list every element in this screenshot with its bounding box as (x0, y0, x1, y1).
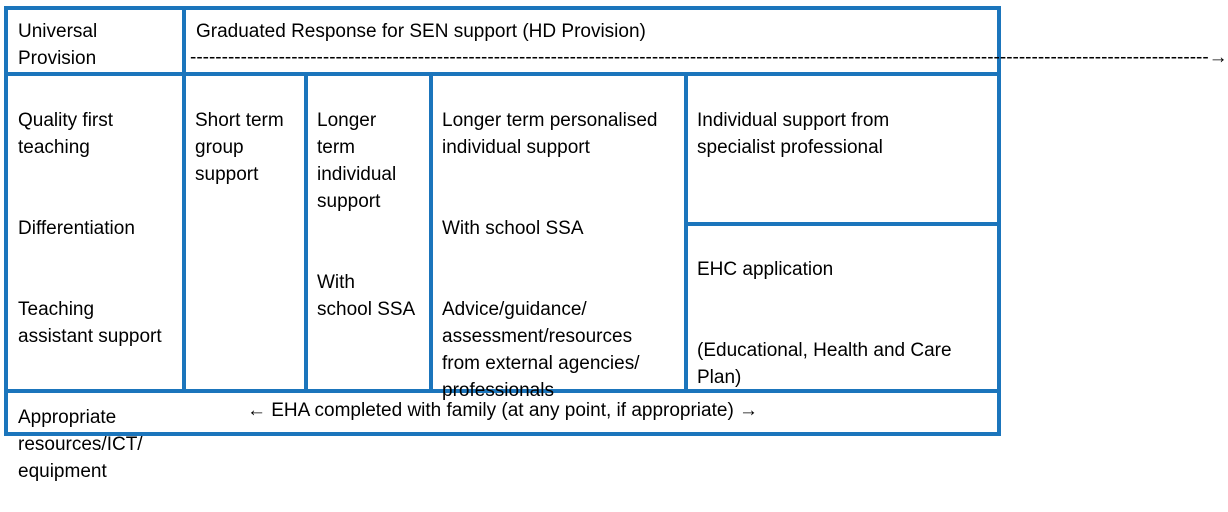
longer-term-individual-support: Longer term individual support (317, 110, 397, 212)
universal-provision-heading: Universal Provision (18, 21, 98, 69)
column-divider-3 (429, 72, 433, 391)
header-column-divider (182, 6, 186, 74)
short-term-group-support: Short term group support (195, 110, 284, 185)
longer-term-column (317, 80, 427, 350)
specialist-column (697, 80, 997, 188)
ehc-column (697, 229, 997, 418)
ehc-plan-description: (Educational, Health and Care Plan) (697, 340, 952, 388)
appropriate-resources: Appropriate resources/ICT/ equipment (18, 407, 143, 482)
advice-guidance: Advice/guidance/ assessment/resources from external agencies/ professionals (442, 299, 640, 401)
teaching-assistant-support: Teaching assistant support (18, 299, 162, 347)
universal-column (18, 80, 180, 512)
specialist-professional-support: Individual support from specialist professional (697, 110, 890, 158)
with-school-ssa-2: With school SSA (442, 218, 584, 239)
eha-footer: ← EHA completed with family (at any point, if appropriate) → (246, 400, 759, 421)
column-divider-4 (684, 72, 688, 391)
personalised-individual-support: Longer term personalised individual support (442, 110, 658, 158)
graduated-response-heading: Graduated Response for SEN support (HD Provision) (196, 21, 646, 42)
ehc-application: EHC application (697, 259, 834, 280)
specialist-ehc-divider (686, 222, 1001, 226)
quality-first-teaching: Quality first teaching (18, 110, 114, 158)
differentiation: Differentiation (18, 218, 135, 239)
column-divider-2 (304, 72, 308, 391)
dashed-arrow: -----------------------------------------------------------------------------------------------------------------------------------------------------------------→ (190, 47, 1228, 68)
with-school-ssa-1: With school SSA (317, 272, 416, 320)
short-term-column (195, 80, 303, 215)
header-divider (4, 72, 1001, 76)
personalised-column (442, 80, 682, 431)
column-divider-1 (182, 72, 186, 391)
